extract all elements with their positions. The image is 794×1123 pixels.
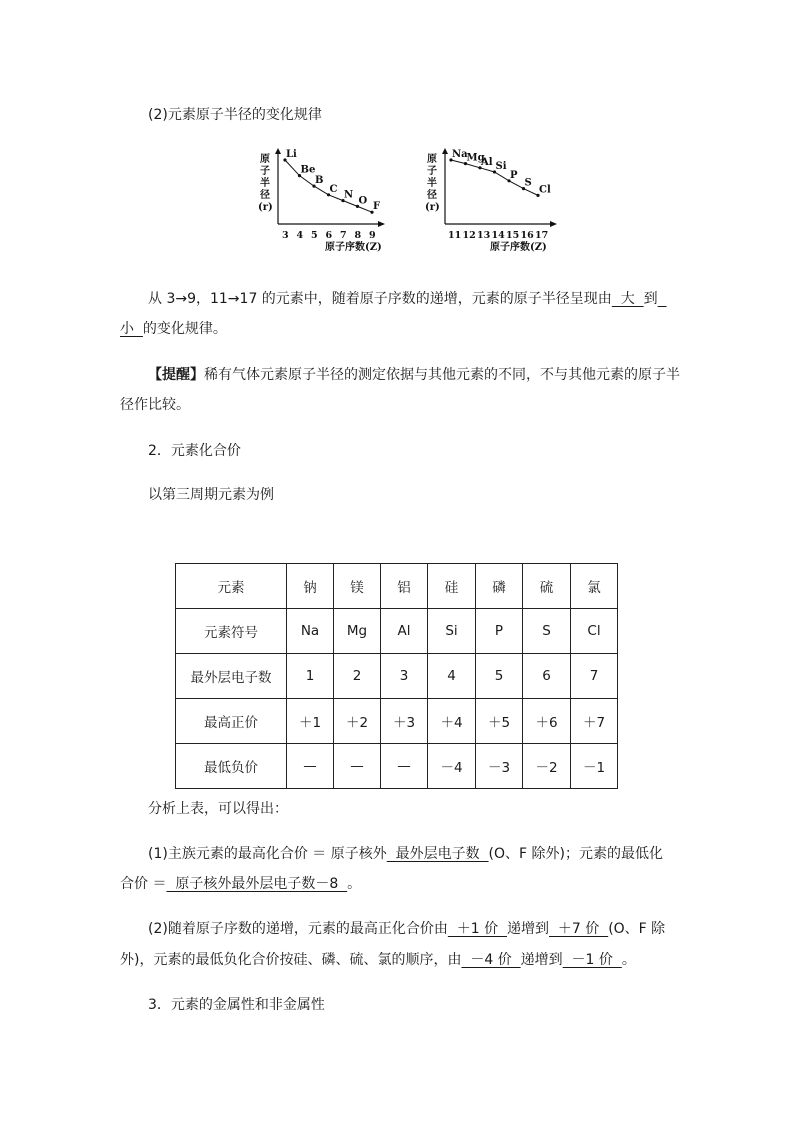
- x-tick-label: 16: [520, 230, 534, 241]
- table-cell: 镁: [334, 564, 381, 609]
- row-header: 最高正价: [176, 699, 287, 744]
- conclusion2-line1: (2)随着原子序数的递增，元素的最高正化合价由 ＋1 价 递增到 ＋7 价 (O、F 除: [148, 921, 666, 937]
- y-axis-arrow: [275, 148, 281, 154]
- point-label: P: [510, 169, 518, 181]
- row-header: 最外层电子数: [176, 654, 287, 699]
- table-cell: —: [381, 744, 428, 789]
- x-tick-label: 4: [296, 230, 304, 241]
- y-axis-label-char-3: 半: [260, 178, 270, 189]
- x-tick-label: 11: [448, 230, 462, 241]
- table-cell: P: [476, 609, 523, 654]
- row-header: 元素: [176, 564, 287, 609]
- chart-period-3: [425, 148, 557, 253]
- analysis-intro: 分析上表，可以得出：: [148, 801, 288, 817]
- table-cell: 6: [523, 654, 571, 699]
- radius-conclusion-line2: 小 的变化规律。: [120, 321, 227, 337]
- table-row: [176, 654, 618, 699]
- table-cell: Mg: [334, 609, 381, 654]
- x-tick-label: 9: [369, 230, 376, 241]
- table-cell: －1: [571, 744, 618, 789]
- table-cell: 3: [381, 654, 428, 699]
- table-cell: ＋1: [287, 699, 334, 744]
- conclusion2-line2: 外)，元素的最低负化合价按硅、磷、硫、氯的顺序，由 －4 价 递增到 －1 价 。: [120, 952, 636, 968]
- blank-lowest-valence-formula: 原子核外最外层电子数－8: [166, 876, 348, 892]
- table-cell: ＋7: [571, 699, 618, 744]
- blank-outer-electrons: 最外层电子数: [386, 846, 489, 862]
- table-cell: ＋3: [381, 699, 428, 744]
- y-axis-unit: (r): [425, 202, 440, 213]
- y-axis-label-char-1: 原: [260, 154, 270, 165]
- tip-line2: 径作比较。: [120, 397, 190, 413]
- table-cell: －3: [476, 744, 523, 789]
- blank-plus7: ＋7 价: [549, 921, 609, 937]
- x-axis-arrow: [378, 221, 385, 227]
- atomic-radius-charts: [255, 148, 565, 260]
- point-label: F: [373, 201, 381, 213]
- tip-tag: 【提醒】: [148, 367, 204, 383]
- blank-minus1: －1 价: [562, 952, 622, 968]
- point-label: Mg: [466, 152, 485, 164]
- x-tick-label: 5: [311, 230, 318, 241]
- blank-large: 大: [611, 291, 644, 307]
- table-cell: —: [334, 744, 381, 789]
- x-tick-label: 3: [282, 230, 289, 241]
- x-tick-label: 14: [491, 230, 505, 241]
- point-label: Al: [481, 156, 493, 168]
- y-axis-label-char-4: 径: [260, 190, 270, 201]
- table-cell: ＋4: [428, 699, 476, 744]
- point-label: Si: [495, 160, 507, 172]
- x-tick-label: 8: [354, 230, 362, 241]
- x-tick-label: 17: [535, 230, 549, 241]
- y-axis-label-char-4: 径: [427, 190, 437, 201]
- table-cell: ＋2: [334, 699, 381, 744]
- point-label: O: [358, 195, 368, 207]
- conclusion1-line1: (1)主族元素的最高化合价 ＝ 原子核外 最外层电子数 (O、F 除外)；元素的最低化: [148, 846, 663, 862]
- y-axis-label-char-3: 半: [427, 178, 437, 189]
- point-label: Na: [452, 149, 468, 160]
- table-cell: Na: [287, 609, 334, 654]
- table-cell: 7: [571, 654, 618, 699]
- table-cell: －4: [428, 744, 476, 789]
- table-row: [176, 744, 618, 789]
- table-row: [176, 564, 618, 609]
- table-cell: 硅: [428, 564, 476, 609]
- chart-period-2: [258, 148, 385, 253]
- table-cell: 钠: [287, 564, 334, 609]
- intro-period3: 以第三周期元素为例: [148, 487, 274, 503]
- table-cell: ＋6: [523, 699, 571, 744]
- table-cell: 2: [334, 654, 381, 699]
- y-axis-label-char-2: 子: [427, 166, 437, 177]
- x-tick-label: 6: [325, 230, 333, 241]
- point-label: Cl: [539, 184, 551, 196]
- table-cell: Si: [428, 609, 476, 654]
- period3-properties-table: [175, 563, 618, 789]
- y-axis-arrow: [442, 148, 448, 154]
- tip-line1: 【提醒】稀有气体元素原子半径的测定依据与其他元素的不同，不与其他元素的原子半: [148, 367, 680, 383]
- table-cell: Al: [381, 609, 428, 654]
- x-tick-label: 13: [477, 230, 491, 241]
- table-cell: Cl: [571, 609, 618, 654]
- table-cell: S: [523, 609, 571, 654]
- x-tick-label: 15: [506, 230, 520, 241]
- radius-conclusion-line1: 从 3→9，11→17 的元素中，随着原子序数的递增，元素的原子半径呈现由 大 到: [148, 288, 667, 308]
- table-cell: －2: [523, 744, 571, 789]
- row-header: 元素符号: [176, 609, 287, 654]
- blank-small: 小: [120, 321, 143, 337]
- point-label: Li: [286, 149, 297, 160]
- blank-minus4: －4 价: [461, 952, 521, 968]
- y-axis-label-char-1: 原: [427, 154, 437, 165]
- table-cell: 1: [287, 654, 334, 699]
- point-label: N: [344, 189, 354, 201]
- table-cell: 4: [428, 654, 476, 699]
- x-tick-label: 7: [340, 230, 347, 241]
- section-heading-radius: (2)元素原子半径的变化规律: [148, 107, 322, 123]
- x-axis-arrow: [550, 221, 557, 227]
- table-cell: 氯: [571, 564, 618, 609]
- table-row: [176, 699, 618, 744]
- section-heading-metallicity: 3．元素的金属性和非金属性: [148, 997, 325, 1013]
- y-axis-label-char-2: 子: [260, 166, 270, 177]
- x-axis-title: 原子序数(Z): [490, 242, 547, 253]
- blank-small-start: [658, 291, 667, 307]
- table-cell: 5: [476, 654, 523, 699]
- point-label: S: [524, 177, 532, 189]
- point-label: B: [315, 175, 324, 187]
- point-label: C: [329, 183, 338, 195]
- section-heading-valence: 2．元素化合价: [148, 443, 241, 459]
- point-label: Be: [300, 164, 316, 176]
- table-cell: 硫: [523, 564, 571, 609]
- x-tick-label: 12: [462, 230, 476, 241]
- blank-plus1: ＋1 价: [447, 921, 508, 937]
- row-header: 最低负价: [176, 744, 287, 789]
- table-cell: 铝: [381, 564, 428, 609]
- y-axis-unit: (r): [258, 202, 273, 213]
- table-cell: 磷: [476, 564, 523, 609]
- table-row: [176, 609, 618, 654]
- table-cell: ＋5: [476, 699, 523, 744]
- table-cell: —: [287, 744, 334, 789]
- conclusion1-line2: 合价 ＝ 原子核外最外层电子数－8 。: [120, 876, 362, 892]
- x-axis-title: 原子序数(Z): [325, 242, 382, 253]
